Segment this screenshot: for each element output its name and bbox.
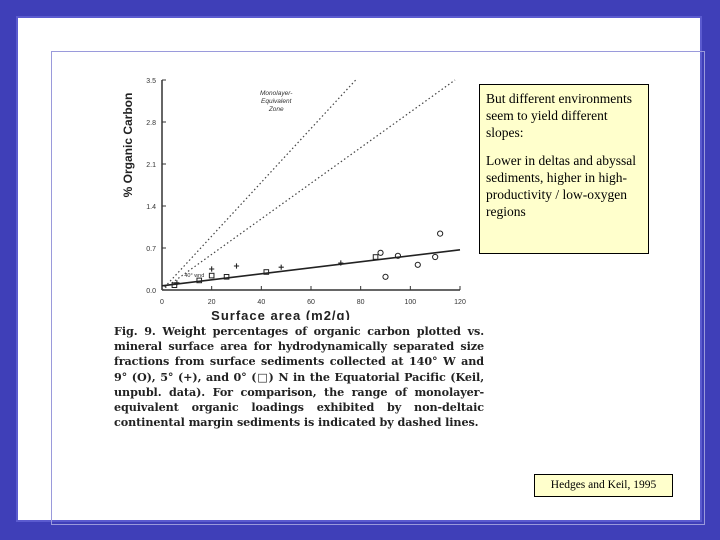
circle-point: [383, 274, 388, 279]
citation-box: Hedges and Keil, 1995: [534, 474, 673, 497]
circle-point: [438, 231, 443, 236]
zone-annotation: Zone: [268, 106, 284, 113]
annotation-paragraph-1: But different environments seem to yield different slopes:: [486, 91, 632, 141]
x-tick-label: 80: [356, 299, 365, 306]
annotation-paragraph-2: Lower in deltas and abyssal sediments, higher in high-productivity / low-oxygen regions: [486, 152, 636, 220]
square-point: [373, 255, 378, 260]
y-tick-label: 2.8: [146, 120, 156, 127]
trend-line: [162, 250, 460, 286]
square-point: [209, 273, 214, 278]
x-tick-label: 0: [160, 299, 164, 306]
plus-point: [279, 265, 284, 270]
zone-annotation: Equivalent: [261, 98, 292, 105]
reference-dotted-line: [162, 80, 455, 290]
small-annotation: 40° wnd: [184, 272, 205, 279]
y-tick-label: 0.0: [146, 288, 156, 295]
x-tick-label: 60: [307, 299, 315, 306]
y-tick-label: 2.1: [146, 162, 156, 169]
scatter-chart: [110, 70, 490, 320]
zone-annotation: Monolayer-: [260, 90, 293, 97]
chart-svg: [110, 70, 490, 320]
figure-caption: Fig. 9. Weight percentages of organic carbon plotted vs. mineral surface area for hydrodynamically separated size fractions from surface sediments collected at 140° W and 9° (O), 5° (+), and 0° (□) N in the Equatorial Pacific (Keil, unpubl. data). For comparison, the range of monolayer-equivalent organic loadings exhibited by non-deltaic continental margin sediments is indicated by dashed lines.: [114, 324, 484, 430]
y-tick-label: 1.4: [146, 204, 156, 211]
y-tick-label: 3.5: [146, 78, 156, 85]
y-tick-label: 0.7: [146, 246, 156, 253]
x-tick-label: 40: [257, 299, 266, 306]
x-tick-label: 20: [207, 299, 216, 306]
x-tick-label: 100: [404, 299, 417, 306]
chart-marks: [162, 80, 460, 290]
chart-axes: [162, 80, 460, 290]
plus-point: [234, 263, 239, 268]
plus-point: [209, 266, 214, 271]
x-tick-label: 120: [454, 299, 466, 306]
y-axis-label: % Organic Carbon: [121, 92, 135, 198]
reference-dotted-line: [162, 80, 356, 290]
annotation-box: [479, 84, 649, 254]
circle-point: [378, 250, 383, 255]
x-axis-label: Surface area (m2/g): [211, 308, 351, 320]
circle-point: [433, 254, 438, 259]
circle-point: [415, 262, 420, 267]
